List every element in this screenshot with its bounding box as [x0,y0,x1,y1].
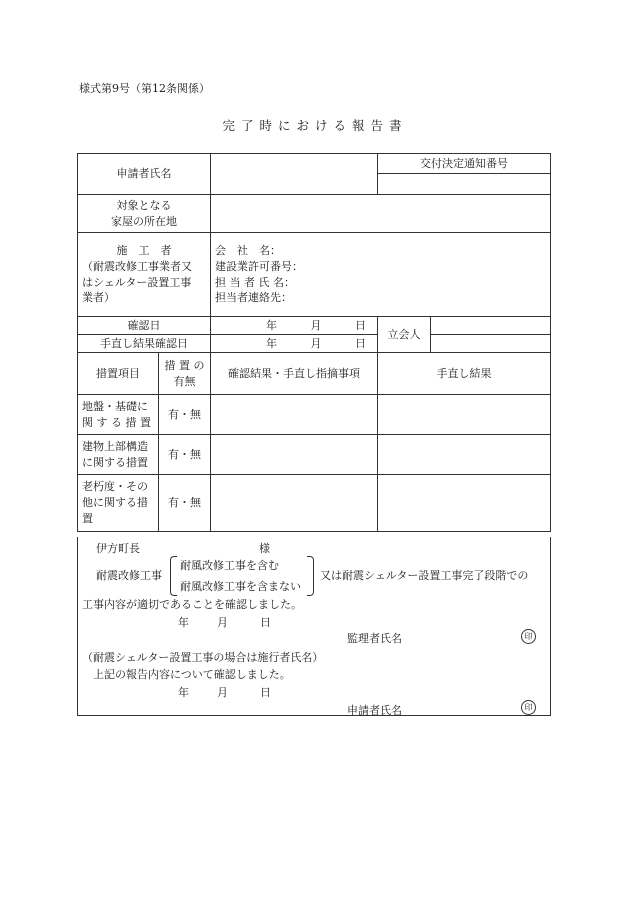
applicant-date-year: 年 [178,686,189,699]
notice-number-field[interactable] [378,174,551,195]
row-item-label: 老朽度・その 他に関する措 置 [78,475,159,532]
option-include-wind: 耐風改修工事を含む [180,559,279,572]
confirm-date-field[interactable]: 年 月 日 [211,317,378,335]
row-presence[interactable]: 有・無 [159,475,211,532]
left-brace [170,556,177,596]
supervisor-date-day: 日 [260,616,271,629]
table-row [78,435,551,475]
applicant-date-month: 月 [217,686,228,699]
supervisor-date-month: 月 [217,616,228,629]
witness-field-2[interactable] [431,335,551,353]
applicant-name-field[interactable] [211,154,378,195]
report-form-table [77,153,551,532]
row-fix-field[interactable] [378,475,551,532]
row-result-field[interactable] [211,475,378,532]
contractor-label: 施 工 者 （耐震改修工事業者又 はシェルター設置工事 業者） [78,233,211,317]
row-fix-field[interactable] [378,395,551,435]
table-row [78,395,551,435]
col-header-fix: 手直し結果 [378,353,551,395]
mayor-label: 伊方町長 [96,542,140,555]
witness-field-1[interactable] [431,317,551,335]
shelter-contractor-note: （耐震シェルター設置工事の場合は施行者氏名） [82,651,324,664]
applicant-name-label: 申請者氏名 [78,154,211,195]
work-type-label: 耐震改修工事 [96,569,162,582]
row-presence[interactable]: 有・無 [159,435,211,475]
document-title: 完了時における報告書 [222,118,408,133]
applicant-name-footer-label: 申請者氏名 [347,704,402,717]
property-location-field[interactable] [211,195,551,233]
fix-date-field[interactable]: 年 月 日 [211,335,378,353]
row-presence[interactable]: 有・無 [159,395,211,435]
confirm-date-label: 確認日 [78,317,211,335]
supervisor-name-label: 監理者氏名 [347,632,402,645]
witness-label: 立会人 [378,317,431,353]
applicant-date-day: 日 [260,686,271,699]
seal-mark: 印 [521,700,536,715]
row-item-label: 地盤・基礎に 関 す る 措 置 [78,395,159,435]
sama-label: 様 [259,542,270,555]
license-number-label: 建設業許可番号： [215,259,303,273]
right-brace [307,556,314,596]
seal-mark: 印 [521,629,536,644]
contractor-details[interactable] [211,233,551,317]
confirm-statement: 工事内容が適切であることを確認しました。 [82,598,302,611]
shelter-option-text: 又は耐震シェルター設置工事完了段階での [320,569,529,582]
row-item-label: 建物上部構造 に関する措置 [78,435,159,475]
confirmation-section-frame [77,537,551,716]
company-name-label: 会 社 名： [215,243,281,257]
col-header-result: 確認結果・手直し指摘事項 [211,353,378,395]
option-exclude-wind: 耐風改修工事を含まない [180,580,301,593]
row-fix-field[interactable] [378,435,551,475]
table-row [78,475,551,532]
person-name-label: 担 当 者 氏 名： [215,275,295,289]
report-confirm-statement: 上記の報告内容について確認しました。 [93,668,291,681]
row-result-field[interactable] [211,435,378,475]
person-contact-label: 担当者連絡先： [215,291,292,305]
supervisor-date-year: 年 [178,616,189,629]
form-number-label: 様式第9号（第12条関係） [79,82,210,95]
property-location-label: 対象となる 家屋の所在地 [78,195,211,233]
fix-date-label: 手直し結果確認日 [78,335,211,353]
col-header-item: 措置項目 [78,353,159,395]
notice-number-label: 交付決定通知番号 [378,154,551,174]
col-header-presence: 措 置 の 有無 [159,353,211,395]
row-result-field[interactable] [211,395,378,435]
